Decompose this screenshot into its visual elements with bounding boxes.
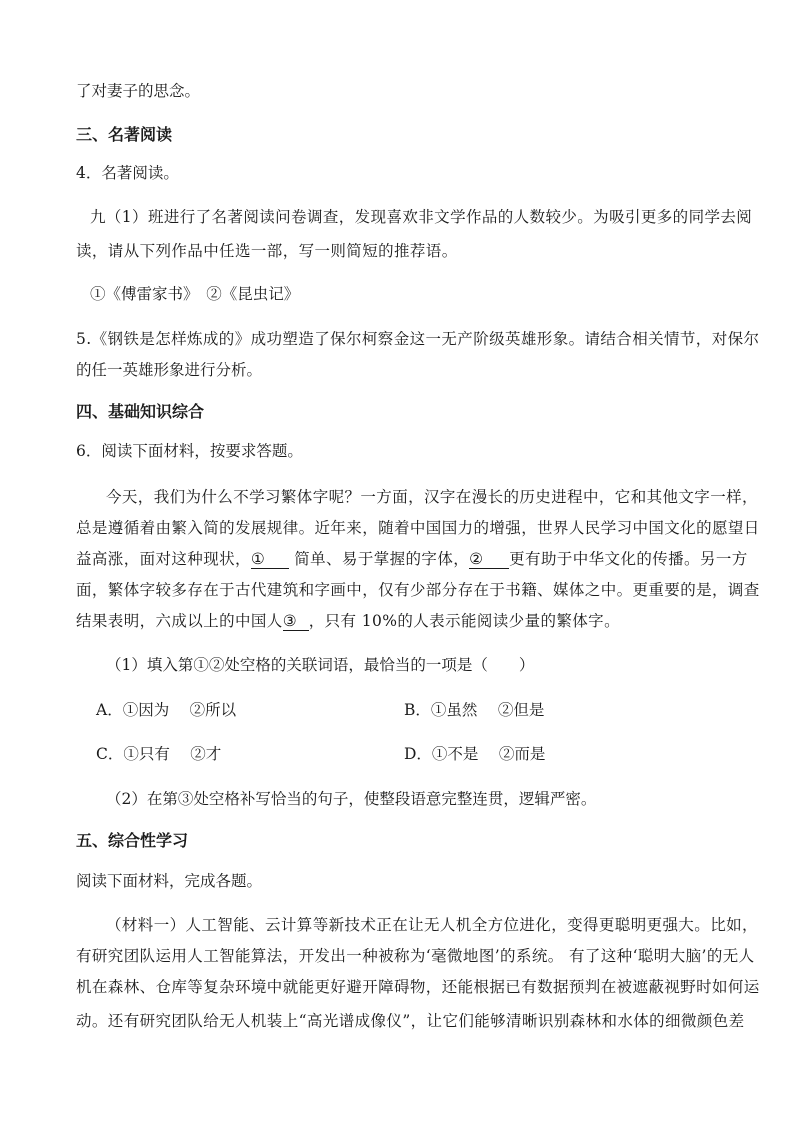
sub-question-1: （1）填入第①②处空格的关联词语，最恰当的一项是（ ） — [106, 656, 535, 674]
option-a[interactable]: A．①因为 ②所以 — [96, 701, 237, 719]
material-paragraph: 有研究团队运用人工智能算法，开发出一种被称为‘毫微地图’的系统。 有了这种‘聪明大脑’的无人 — [76, 947, 755, 965]
fill-blank-3[interactable]: ③ — [283, 612, 309, 631]
fill-blank-2[interactable]: ② — [469, 550, 509, 569]
sub-question-2: （2）在第③处空格补写恰当的句子，使整段语意完整连贯，逻辑严密。 — [106, 790, 597, 808]
reading-paragraph: 结果表明，六成以上的中国人③ ，只有 10%的人表示能阅读少量的繁体字。 — [76, 612, 620, 630]
question-5-text: 5.《钢铁是怎样炼成的》成功塑造了保尔柯察金这一无产阶级英雄形象。请结合相关情节，对保尔 — [76, 330, 760, 348]
question-4-paragraph: 九（1）班进行了名著阅读问卷调查，发现喜欢非文学作品的人数较少。为吸引更多的同学去阅 — [90, 208, 753, 226]
question-4-paragraph: 读，请从下列作品中任选一部，写一则简短的推荐语。 — [76, 242, 458, 260]
question-5-text: 的任一英雄形象进行分析。 — [76, 361, 263, 379]
reading-paragraph: 总是遵循着由繁入简的发展规律。近年来，随着中国国力的增强，世界人民学习中国文化的愿望日 — [76, 519, 760, 537]
reading-paragraph: 益高涨，面对这种现状，① 简单、易于掌握的字体，② 更有助于中华文化的传播。另一方 — [76, 550, 748, 568]
reading-paragraph: 面，繁体字较多存在于古代建筑和字画中，仅有少部分存在于书籍、媒体之中。更重要的是，调查 — [76, 581, 760, 599]
question-6-title: 6．阅读下面材料，按要求答题。 — [76, 442, 303, 460]
fill-blank-1[interactable]: ① — [251, 550, 289, 569]
section-heading-4: 四、基础知识综合 — [76, 402, 205, 421]
instruction-text: 阅读下面材料，完成各题。 — [76, 872, 263, 890]
section-heading-3: 三、名著阅读 — [76, 125, 173, 144]
section-heading-5: 五、综合性学习 — [76, 831, 189, 850]
option-d[interactable]: D．①不是 ②而是 — [404, 745, 546, 763]
material-paragraph: （材料一）人工智能、云计算等新技术正在让无人机全方位进化，变得更聪明更强大。比如， — [106, 916, 758, 934]
option-b[interactable]: B．①虽然 ②但是 — [404, 701, 545, 719]
material-paragraph: 机在森林、仓库等复杂环境中就能更好避开障碍物，还能根据已有数据预判在被遮蔽视野时如何运 — [76, 978, 760, 996]
question-4-title: 4．名著阅读。 — [76, 164, 179, 182]
book-options: ①《傅雷家书》 ②《昆虫记》 — [90, 285, 300, 303]
material-paragraph: 动。还有研究团队给无人机装上“高光谱成像仪”，让它们能够清晰识别森林和水体的细微颜色差 — [76, 1012, 745, 1030]
reading-paragraph: 今天，我们为什么不学习繁体字呢？一方面，汉字在漫长的历史进程中，它和其他文字一样， — [106, 488, 758, 506]
option-c[interactable]: C．①只有 ②才 — [96, 745, 222, 763]
text-line: 了对妻子的思念。 — [76, 82, 201, 100]
